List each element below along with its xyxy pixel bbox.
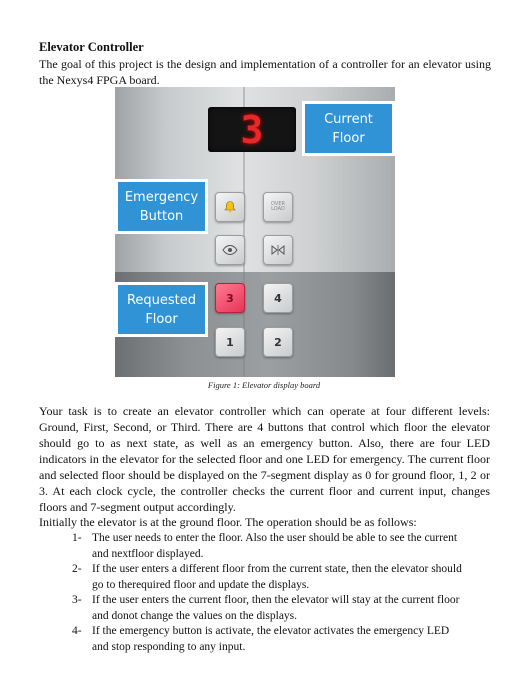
list-item (72, 562, 462, 593)
step-number: 3- (72, 594, 82, 606)
elevator-display-figure (115, 87, 395, 377)
emergency-bell-button (215, 192, 245, 222)
current-floor-callout (302, 101, 395, 156)
step-number: 2- (72, 563, 82, 575)
step-text: If the user enters the current floor, then the elevator will stay at the current floor and donot change the values on the displays. (92, 594, 460, 622)
bell-icon (223, 200, 237, 214)
list-item (72, 624, 462, 655)
overload-label-line: LOAD (271, 206, 285, 212)
seven-segment-display (208, 107, 296, 152)
floor-button-label: 3 (226, 291, 234, 305)
eye-icon (222, 244, 238, 256)
floor-button-2 (263, 327, 293, 357)
step-text: The user needs to enter the floor. Also the user should be able to see the current and nextfloor displayed. (92, 532, 458, 560)
floor-button-4 (263, 283, 293, 313)
task-paragraph: Your task is to create an elevator controller which can operate at four different levels: Ground, First, Second, or Third. There are 4 buttons that control which floor the elevator should go to as next state, as well as an emergency button. Also, there are four LED indicators in the elevator for the selected floor and one LED for emergency. The current floor and selected floor should be displayed on the 7-segment display as 0 for ground floor, 1, 2 or 3. At each clock cycle, the controller checks the current floor and current input, changes floors and 7-segment output accordingly. (39, 404, 490, 514)
callout-line: Requested (126, 292, 197, 308)
document-header (39, 40, 491, 88)
list-item (72, 531, 462, 562)
callout-line: Floor (332, 130, 365, 146)
emergency-button-callout (115, 179, 208, 234)
step-number: 4- (72, 625, 82, 637)
step-text: If the emergency button is activate, the elevator activates the emergency LED and stop responding to any input. (92, 625, 450, 653)
floor-button-1 (215, 327, 245, 357)
door-sensor-button (215, 235, 245, 265)
floor-button-label: 2 (274, 335, 282, 349)
overload-indicator (263, 192, 293, 222)
floor-button-label: 1 (226, 335, 234, 349)
callout-line: Button (139, 208, 184, 224)
figure-caption: Figure 1: Elevator display board (207, 380, 321, 390)
requested-floor-callout (115, 282, 208, 337)
door-close-button (263, 235, 293, 265)
floor-button-3 (215, 283, 245, 313)
callout-line: Current (324, 111, 373, 127)
callout-line: Emergency (124, 189, 199, 205)
intro-paragraph: The goal of this project is the design and implementation of a controller for an elevator using the Nexys4 FPGA board. (39, 57, 491, 87)
operation-steps (72, 531, 462, 655)
floor-button-label: 4 (274, 291, 282, 305)
initial-statement: Initially the elevator is at the ground floor. The operation should be as follows: (39, 515, 417, 529)
display-digit: 3 (240, 107, 264, 152)
step-number: 1- (72, 532, 82, 544)
list-item (72, 593, 462, 624)
overload-label-line: OVER (271, 201, 285, 207)
document-title: Elevator Controller (39, 40, 144, 54)
callout-line: Floor (145, 311, 178, 327)
door-close-icon (270, 244, 286, 256)
step-text: If the user enters a different floor from the current state, then the elevator should go to therequired floor and update the displays. (92, 563, 462, 591)
